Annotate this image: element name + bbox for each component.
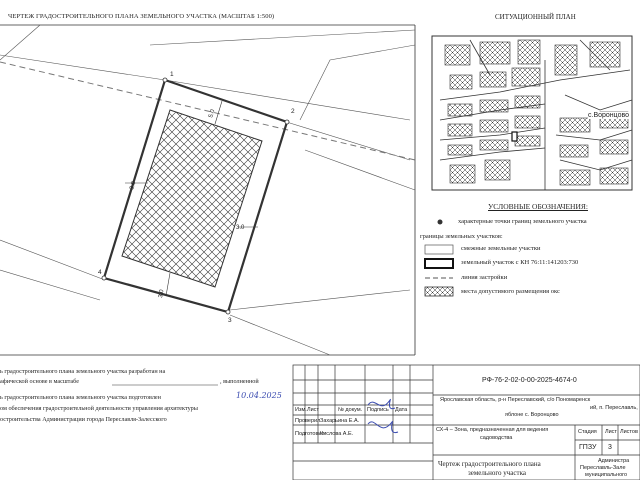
address-line-3: яблоне с. Воронцово [505, 412, 559, 418]
point-2-label: 2 [291, 108, 295, 115]
dimension-label-3: 3.0 [236, 225, 245, 231]
sheets-header: Листов [620, 429, 638, 435]
situation-plan-title: СИТУАЦИОННЫЙ ПЛАН [495, 13, 576, 21]
dimension-label-1: 5.0 [208, 108, 217, 119]
place-label: с.Воронцово [588, 112, 630, 119]
note-date-handwritten: 10.04.2025 [236, 391, 282, 400]
role-check: Проверил [295, 418, 321, 424]
org-line-2: Переславль-Зале [580, 465, 626, 471]
note-line-1: ь градостроительного плана земельного участка разработан на [0, 368, 166, 375]
dimension-label-4: 3.0 [158, 289, 166, 299]
legend-adjacent-text: смежные земельные участки [461, 245, 541, 252]
org-line-3: муниципального [585, 472, 628, 478]
name-check: Захарьина Е.А. [320, 418, 360, 424]
point-1-label: 1 [170, 71, 174, 78]
address-line-1: Ярославская область, р-н Переславский, с/о Пономаренск [440, 397, 591, 403]
dimension-label-2: 3.0 [129, 180, 138, 191]
org-line-1: Администра [598, 458, 630, 464]
name-prepare: Кислова А.Е. [320, 431, 354, 437]
col-date: Дата [395, 407, 408, 413]
document-code: РФ-76-2-02-0-00-2025-4674-0 [482, 377, 577, 384]
col-list: Лист [307, 407, 319, 413]
col-docnum: № докум. [338, 407, 363, 413]
note-line-4: ом обеспечения градостроительной деятельности управления архитектуры [0, 405, 198, 412]
drawing-title: ЧЕРТЕЖ ГРАДОСТРОИТЕЛЬНОГО ПЛАНА ЗЕМЕЛЬНОГО УЧАСТКА (МАСШТАБ 1:500) [8, 13, 275, 20]
legend-header: УСЛОВНЫЕ ОБОЗНАЧЕНИЯ: [488, 202, 588, 211]
point-4-label: 4 [98, 269, 102, 276]
note-line-3: ь градостроительного плана земельного участка подготовлен [0, 394, 161, 401]
stage-value: ГПЗУ [579, 444, 597, 451]
legend-points-text: характерные точки границ земельного участка [458, 218, 587, 225]
point-3-label: 3 [228, 317, 232, 324]
address-line-2: ий, п. Переславль, [590, 405, 638, 411]
sheet-value: 3 [608, 444, 612, 451]
col-izm: Изм. [295, 407, 307, 413]
stage-header: Стадия [578, 429, 597, 435]
role-prepare: Подготовил [295, 431, 325, 437]
legend-parcel-text: земельный участок с КН 76:11:141203:730 [461, 259, 579, 266]
note-line-2b: , выполненной [220, 378, 259, 385]
drawing-name-1: Чертеж градостроительного плана [438, 460, 541, 468]
zone-text-1: СХ-4 – Зона, предназначенная для ведения [436, 427, 549, 433]
sheet-header: Лист [605, 429, 617, 435]
note-line-2a: афической основе в масштабе [0, 378, 79, 385]
col-sign: Подпись [367, 407, 389, 413]
legend-permitted-text: места допустимого размещения окс [461, 288, 560, 295]
legend-buildline-text: линия застройки [461, 274, 508, 281]
note-line-5: остроительства Администрации города Переславля-Залесского [0, 416, 167, 423]
drawing-name-2: земельного участка [468, 469, 526, 477]
legend-boundaries-text: границы земельных участков: [420, 233, 503, 240]
zone-text-2: садоводства [480, 435, 513, 441]
